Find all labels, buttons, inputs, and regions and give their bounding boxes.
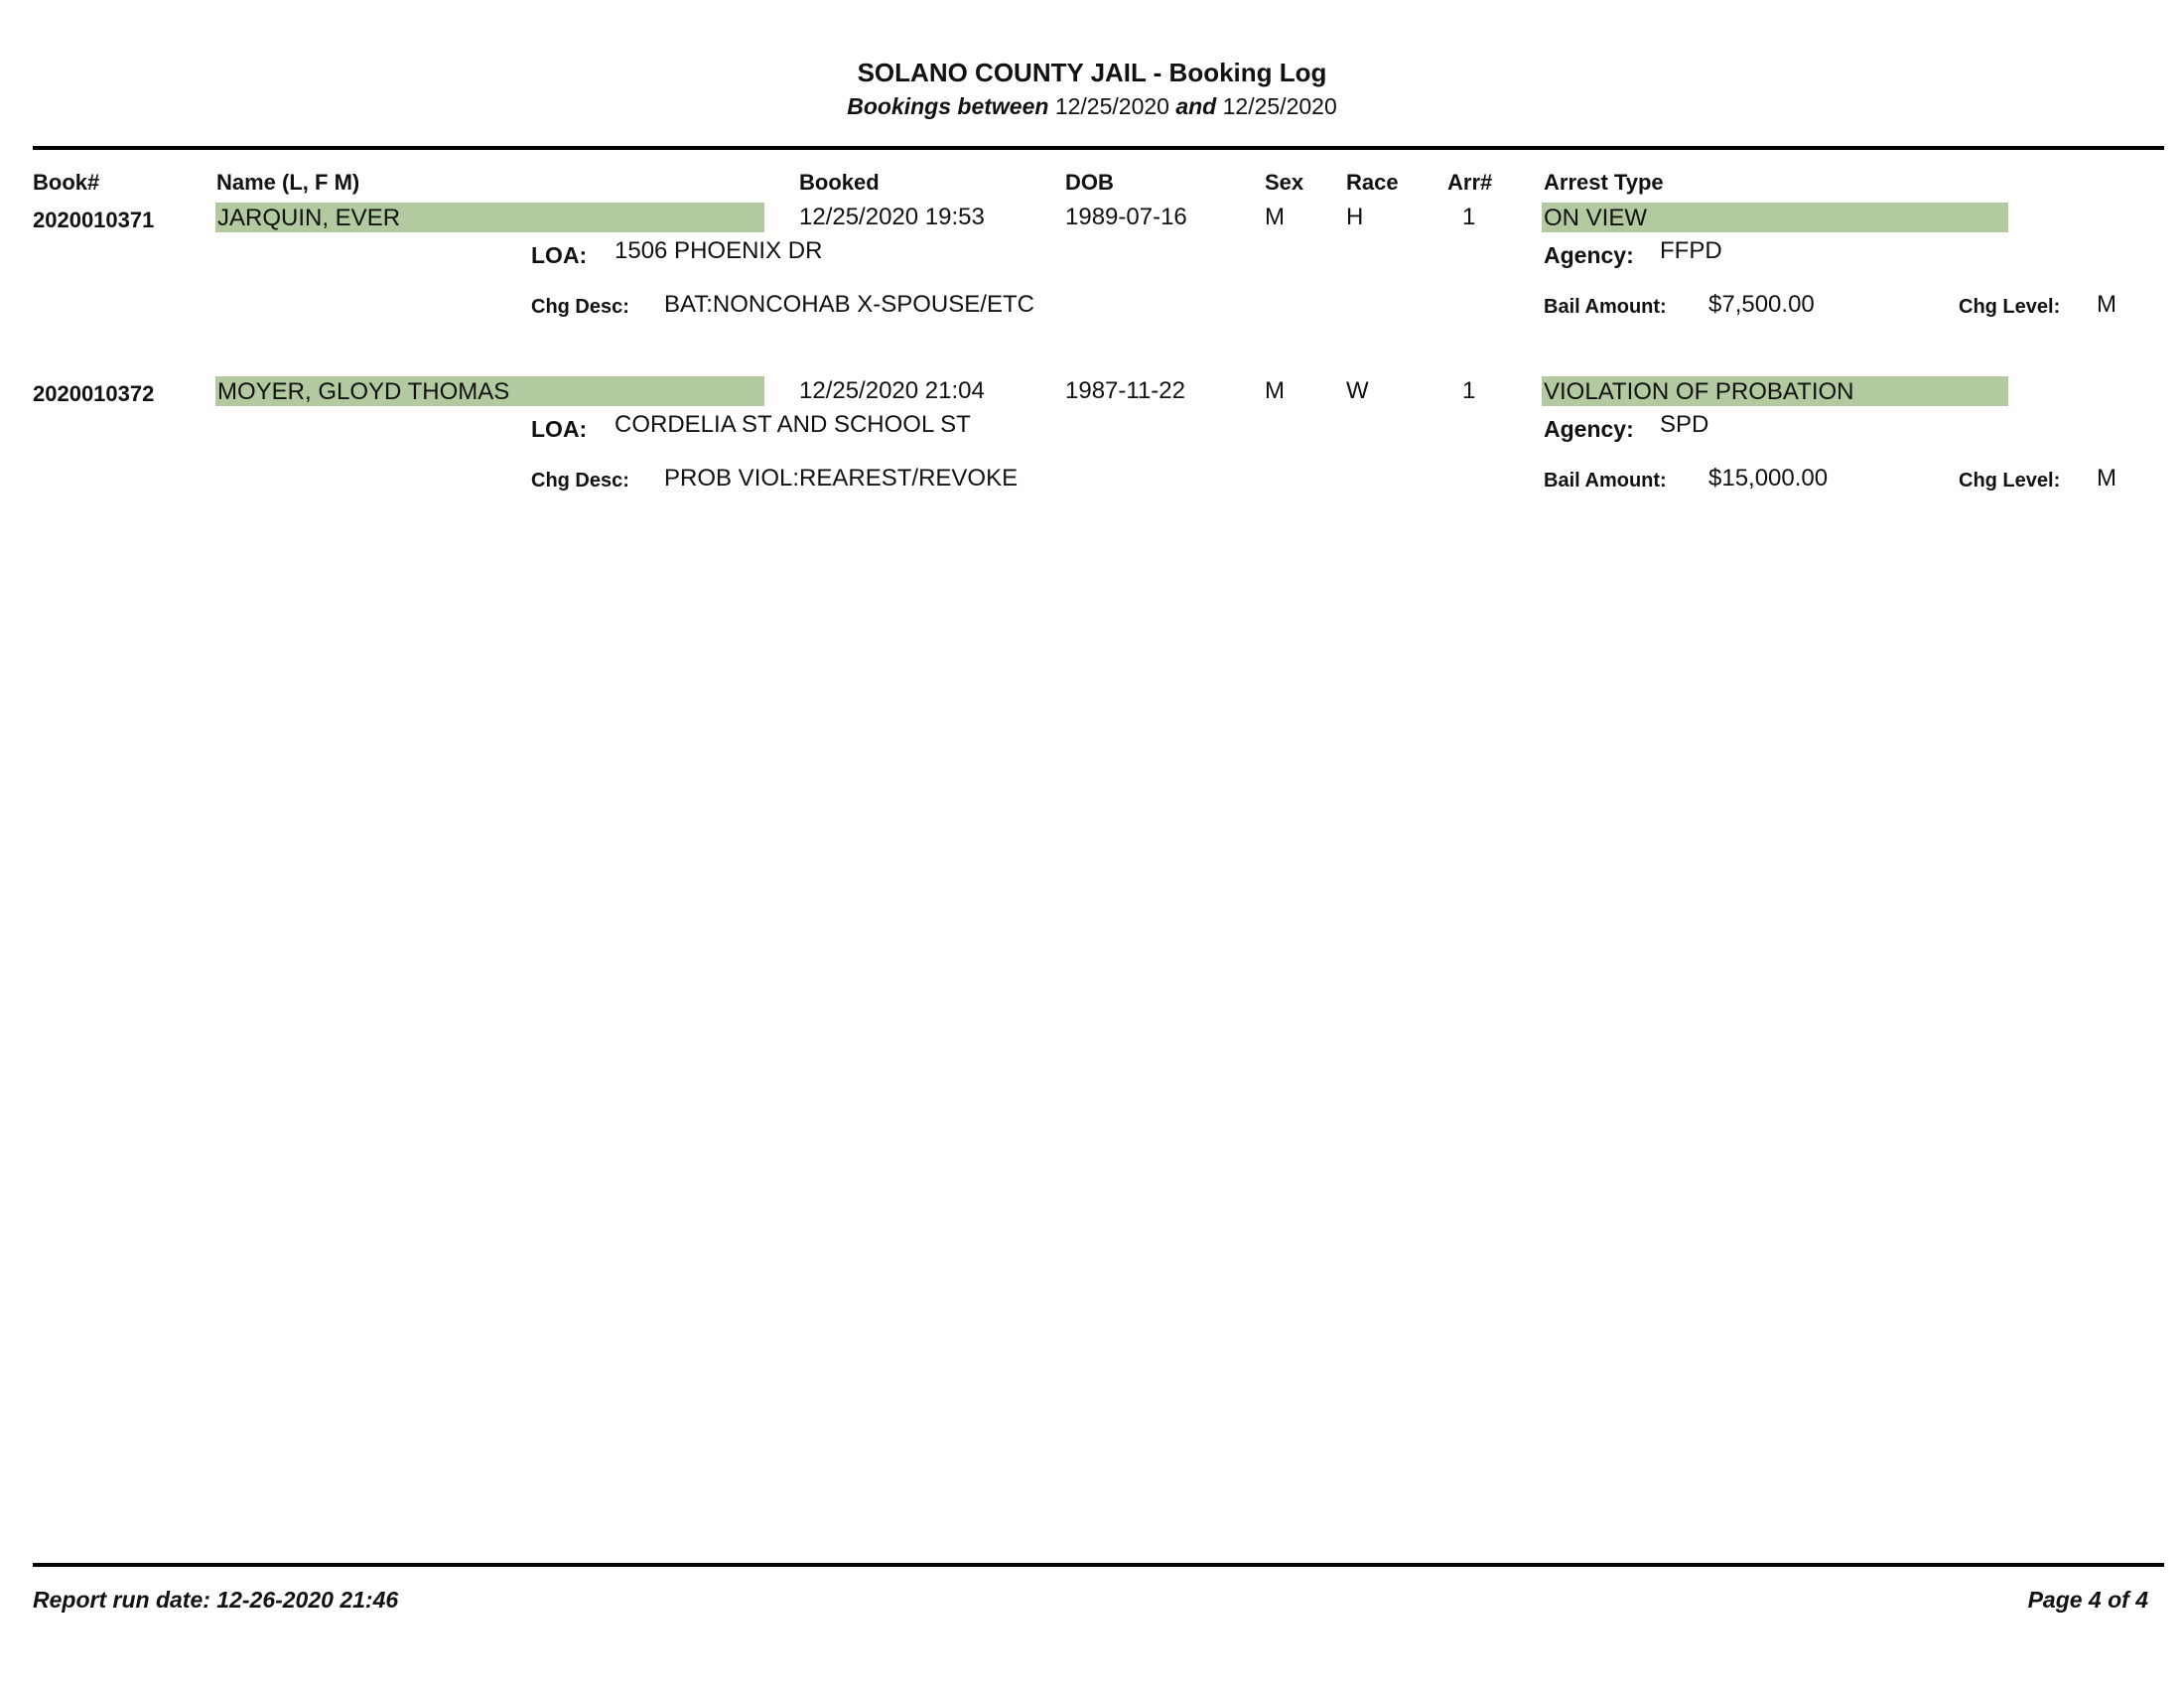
col-dob: DOB bbox=[1065, 170, 1114, 195]
dob: 1987-11-22 bbox=[1065, 377, 1185, 404]
arrest-count: 1 bbox=[1462, 204, 1476, 230]
agency-label: Agency: bbox=[1544, 242, 1634, 268]
sex: M bbox=[1265, 204, 1285, 230]
chg-desc-label: Chg Desc: bbox=[531, 470, 629, 492]
report-run-date: Report run date: 12-26-2020 21:46 bbox=[33, 1587, 399, 1613]
col-race: Race bbox=[1346, 170, 1399, 195]
col-arr: Arr# bbox=[1447, 170, 1493, 195]
bail-value: $7,500.00 bbox=[1708, 291, 1815, 318]
arrest-type: ON VIEW bbox=[1542, 203, 2008, 232]
chg-desc-value: BAT:NONCOHAB X-SPOUSE/ETC bbox=[664, 291, 1034, 318]
loa-value: 1506 PHOENIX DR bbox=[614, 237, 823, 264]
booked-datetime: 12/25/2020 21:04 bbox=[799, 377, 985, 404]
agency-label: Agency: bbox=[1544, 416, 1634, 442]
loa-label: LOA: bbox=[531, 416, 588, 442]
report-subtitle bbox=[0, 91, 2184, 121]
bail-value: $15,000.00 bbox=[1708, 465, 1829, 492]
chg-desc-value: PROB VIOL:REAREST/REVOKE bbox=[664, 465, 1019, 492]
loa-label: LOA: bbox=[531, 242, 588, 268]
footer-divider bbox=[33, 1563, 2164, 1567]
book-number: 2020010372 bbox=[33, 381, 155, 406]
loa-value: CORDELIA ST AND SCHOOL ST bbox=[614, 411, 971, 438]
race: H bbox=[1346, 204, 1364, 230]
chg-level-label: Chg Level: bbox=[1959, 296, 2061, 318]
subtitle-prefix: Bookings between bbox=[847, 93, 1049, 119]
arrest-type: VIOLATION OF PROBATION bbox=[1542, 376, 2008, 406]
subtitle-and: and bbox=[1175, 93, 1217, 119]
col-sex: Sex bbox=[1265, 170, 1304, 195]
chg-desc-label: Chg Desc: bbox=[531, 296, 629, 318]
date-to: 12/25/2020 bbox=[1222, 93, 1337, 119]
dob: 1989-07-16 bbox=[1065, 204, 1187, 230]
col-name: Name (L, F M) bbox=[216, 170, 360, 195]
bail-label: Bail Amount: bbox=[1544, 296, 1667, 318]
date-from: 12/25/2020 bbox=[1054, 93, 1169, 119]
inmate-name: MOYER, GLOYD THOMAS bbox=[215, 376, 764, 406]
arrest-count: 1 bbox=[1462, 377, 1476, 404]
book-number: 2020010371 bbox=[33, 208, 155, 232]
col-booked: Booked bbox=[799, 170, 880, 195]
agency-value: SPD bbox=[1660, 411, 1709, 438]
bail-label: Bail Amount: bbox=[1544, 470, 1667, 492]
col-arrest-type: Arrest Type bbox=[1544, 170, 1664, 195]
chg-level-label: Chg Level: bbox=[1959, 470, 2061, 492]
chg-level-value: M bbox=[2097, 291, 2116, 318]
report-title: SOLANO COUNTY JAIL - Booking Log bbox=[857, 58, 1327, 87]
sex: M bbox=[1265, 377, 1285, 404]
agency-value: FFPD bbox=[1660, 237, 1722, 264]
header-divider bbox=[33, 146, 2164, 150]
inmate-name: JARQUIN, EVER bbox=[215, 203, 764, 232]
booked-datetime: 12/25/2020 19:53 bbox=[799, 204, 985, 230]
page-indicator: Page 4 of 4 bbox=[2027, 1587, 2148, 1613]
race: W bbox=[1346, 377, 1369, 404]
col-book: Book# bbox=[33, 170, 100, 195]
chg-level-value: M bbox=[2097, 465, 2116, 492]
